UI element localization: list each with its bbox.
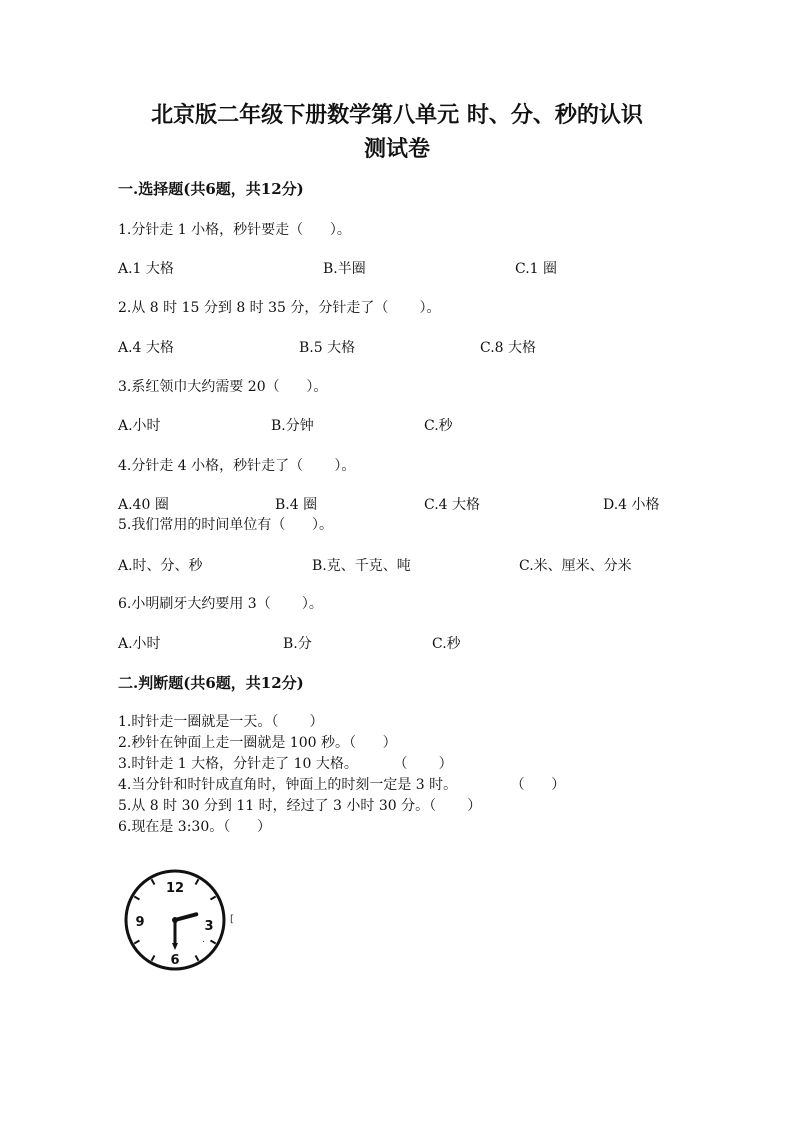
judgment-item-5: 5.从 8 时 30 分到 11 时，经过了 3 小时 30 分。（ ） [118, 798, 482, 814]
q1-option-b: B.半圈 [323, 261, 366, 277]
clock-dot: . [202, 934, 206, 945]
q2-option-a: A.4 大格 [118, 340, 174, 356]
clock-number-9: 9 [135, 915, 145, 930]
q2-option-c: C.8 大格 [480, 340, 537, 356]
q4-option-c: C.4 大格 [424, 497, 481, 513]
doc-title-line1: 北京版二年级下册数学第八单元 时、分、秒的认识 [151, 102, 643, 128]
question-2: 2.从 8 时 15 分到 8 时 35 分，分针走了（ ）。 [118, 300, 441, 316]
judgment-item-4: 4.当分针和时针成直角时，钟面上的时刻一定是 3 时。 （ ） [118, 777, 566, 793]
q6-option-c: C.秒 [432, 636, 461, 652]
judgment-item-2: 2.秒针在钟面上走一圈就是 100 秒。（ ） [118, 735, 397, 751]
clock-side-mark: [ [230, 914, 234, 925]
clock-number-3: 3 [204, 919, 214, 934]
q3-option-b: B.分钟 [271, 418, 314, 434]
q4-option-a: A.40 圈 [118, 497, 169, 513]
clock-number-6: 6 [170, 953, 180, 968]
clock-figure [118, 868, 238, 972]
doc-title-line2: 测试卷 [363, 136, 430, 162]
q4-option-d: D.4 小格 [603, 497, 660, 513]
judgment-item-1: 1.时针走一圈就是一天。（ ） [118, 714, 324, 730]
judgment-item-3: 3.时针走 1 大格，分针走了 10 大格。 （ ） [118, 756, 453, 772]
question-4: 4.分针走 4 小格，秒针走了（ ）。 [118, 458, 356, 474]
q5-option-a: A.时、分、秒 [118, 558, 203, 574]
section-heading-judgment: 二.判断题(共6题，共12分) [118, 674, 304, 692]
question-5: 5.我们常用的时间单位有（ ）。 [118, 517, 334, 533]
q2-option-b: B.5 大格 [299, 340, 356, 356]
clock-center [172, 917, 178, 923]
q4-option-b: B.4 圈 [275, 497, 318, 513]
judgment-item-6: 6.现在是 3:30。（ ） [118, 819, 271, 835]
q1-option-c: C.1 圈 [515, 261, 558, 277]
question-6: 6.小明刷牙大约要用 3（ ）。 [118, 596, 323, 612]
question-3: 3.系红领巾大约需要 20（ ）。 [118, 379, 328, 395]
q3-option-a: A.小时 [118, 418, 161, 434]
q5-option-b: B.克、千克、吨 [312, 558, 411, 574]
question-1: 1.分针走 1 小格，秒针要走（ ）。 [118, 222, 351, 238]
q5-option-c: C.米、厘米、分米 [519, 558, 632, 574]
q1-option-a: A.1 大格 [118, 261, 174, 277]
clock-number-12: 12 [165, 881, 185, 896]
q6-option-b: B.分 [283, 636, 312, 652]
section-heading-choice: 一.选择题(共6题，共12分) [118, 180, 304, 198]
q3-option-c: C.秒 [424, 418, 453, 434]
q6-option-a: A.小时 [118, 636, 161, 652]
